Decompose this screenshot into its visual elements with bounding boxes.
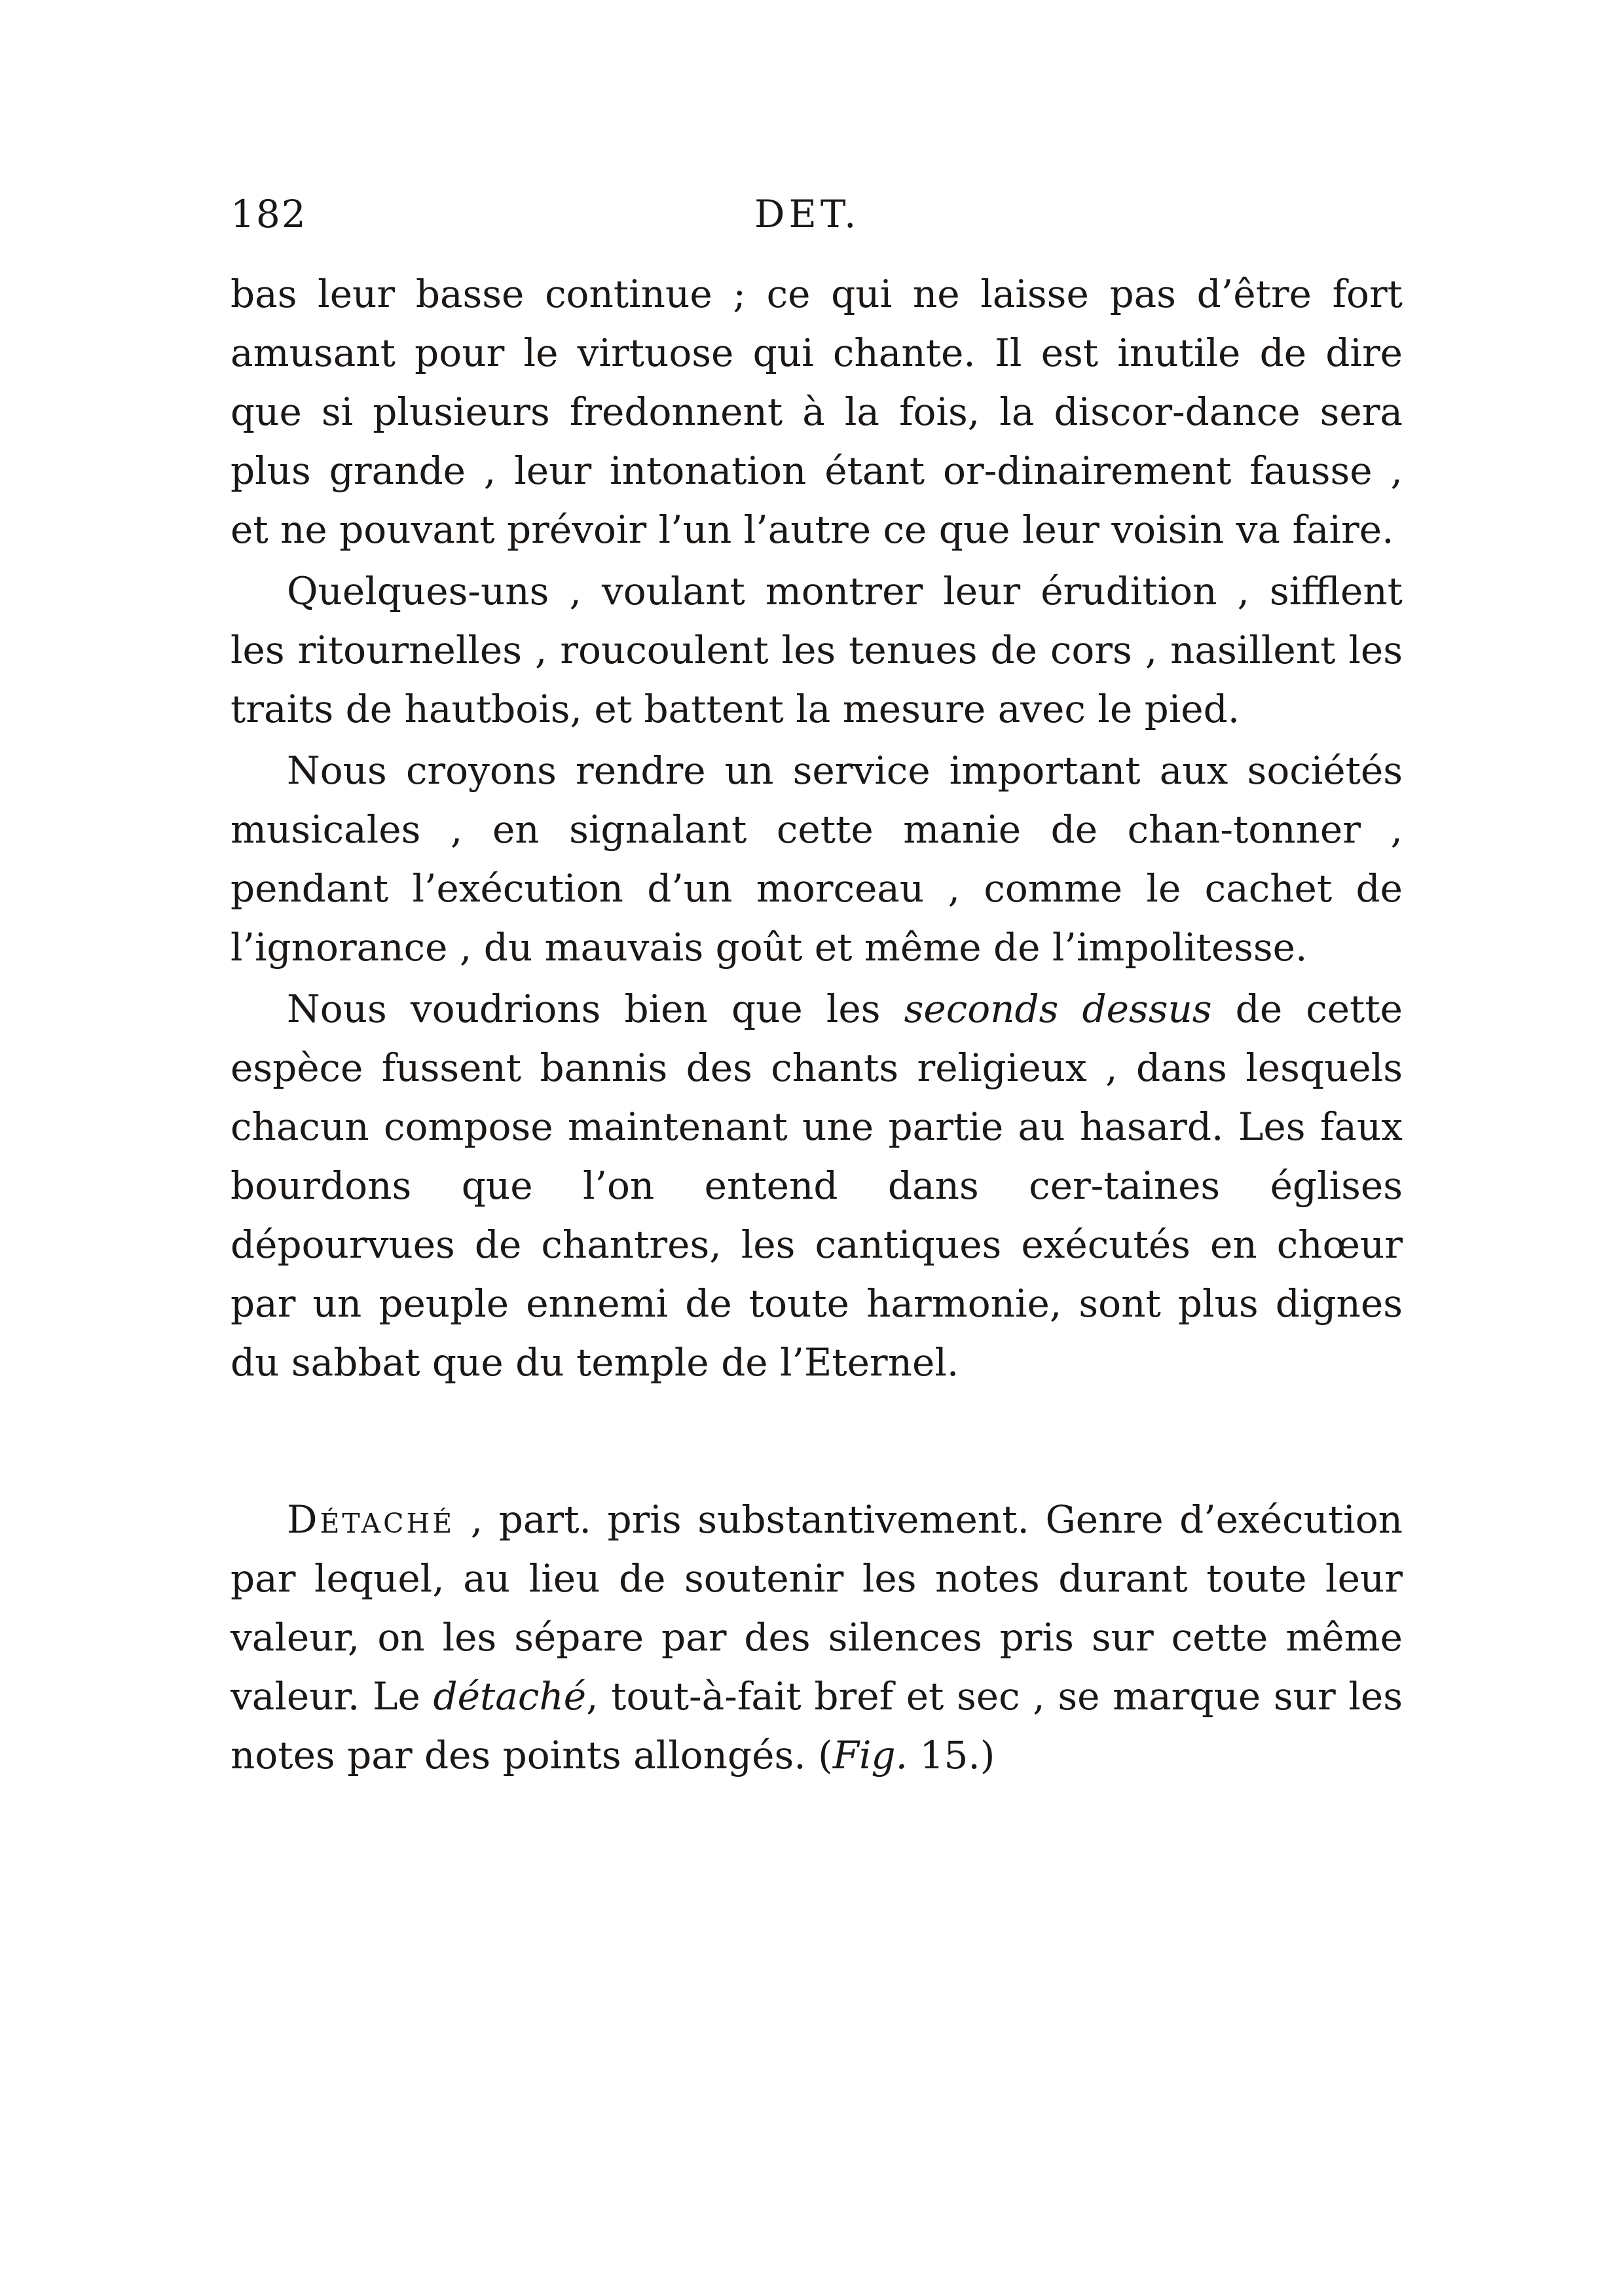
figure-reference: Fig. [832,1733,908,1777]
paragraph-continuation: bas leur basse continue ; ce qui ne laisse pas d’être fort amusant pour le virtuose qui chante. Il est inutile de dire que si plusieurs fredonnent à la fois, la discor-dance sera plus grande , leur intonation étant or-dinairement fausse , et ne pouvant prévoir l’un l’autre ce que leur voisin va faire. [231,272,1403,552]
paragraph-quelques-uns: Quelques-uns , voulant montrer leur érudition , sifflent les ritournelles , roucoulent les tenues de cors , nasillent les traits de hautbois, et battent la mesure avec le pied. [231,569,1403,731]
page-number: 182 [231,192,307,236]
entry-text: , part. pris substantivement. Genre d’exécution par lequel, au lieu de soutenir les notes durant toute leur valeur, on les sépare par des silences pris sur cette même valeur. Le [231,1497,1403,1719]
italic-term: détaché [433,1674,587,1719]
entry-headword: Détaché [287,1497,455,1542]
entry-text: , tout-à-fait bref et sec , se marque sur les notes par des points allongés. ( [231,1674,1403,1777]
paragraph-text: de cette espèce fussent bannis des chants religieux , dans lesquels chacun compose maintenant une partie au hasard. Les faux bourdons que l’on entend dans cer-taines églises dépourvues de chantres, les cantiques exécutés en chœur par un peuple ennemi de toute harmonie, sont plus dignes du sabbat que du temple de l’Eternel. [231,987,1403,1385]
dictionary-entry-detache [231,1490,1403,1785]
page-header [231,185,1403,244]
entry-text: 15.) [908,1733,995,1777]
paragraph-nous-croyons: Nous croyons rendre un service important aux sociétés musicales , en signalant cette manie de chan-tonner , pendant l’exécution d’un morceau , comme le cachet de l’ignorance , du mauvais goût et même de l’impolitesse. [231,748,1403,970]
paragraph-nous-voudrions [231,979,1403,1392]
text-column [231,264,1403,1785]
italic-term: seconds dessus [904,987,1212,1031]
running-head: DET. [754,192,860,236]
paragraph-text: Nous voudrions bien que les [287,987,904,1031]
